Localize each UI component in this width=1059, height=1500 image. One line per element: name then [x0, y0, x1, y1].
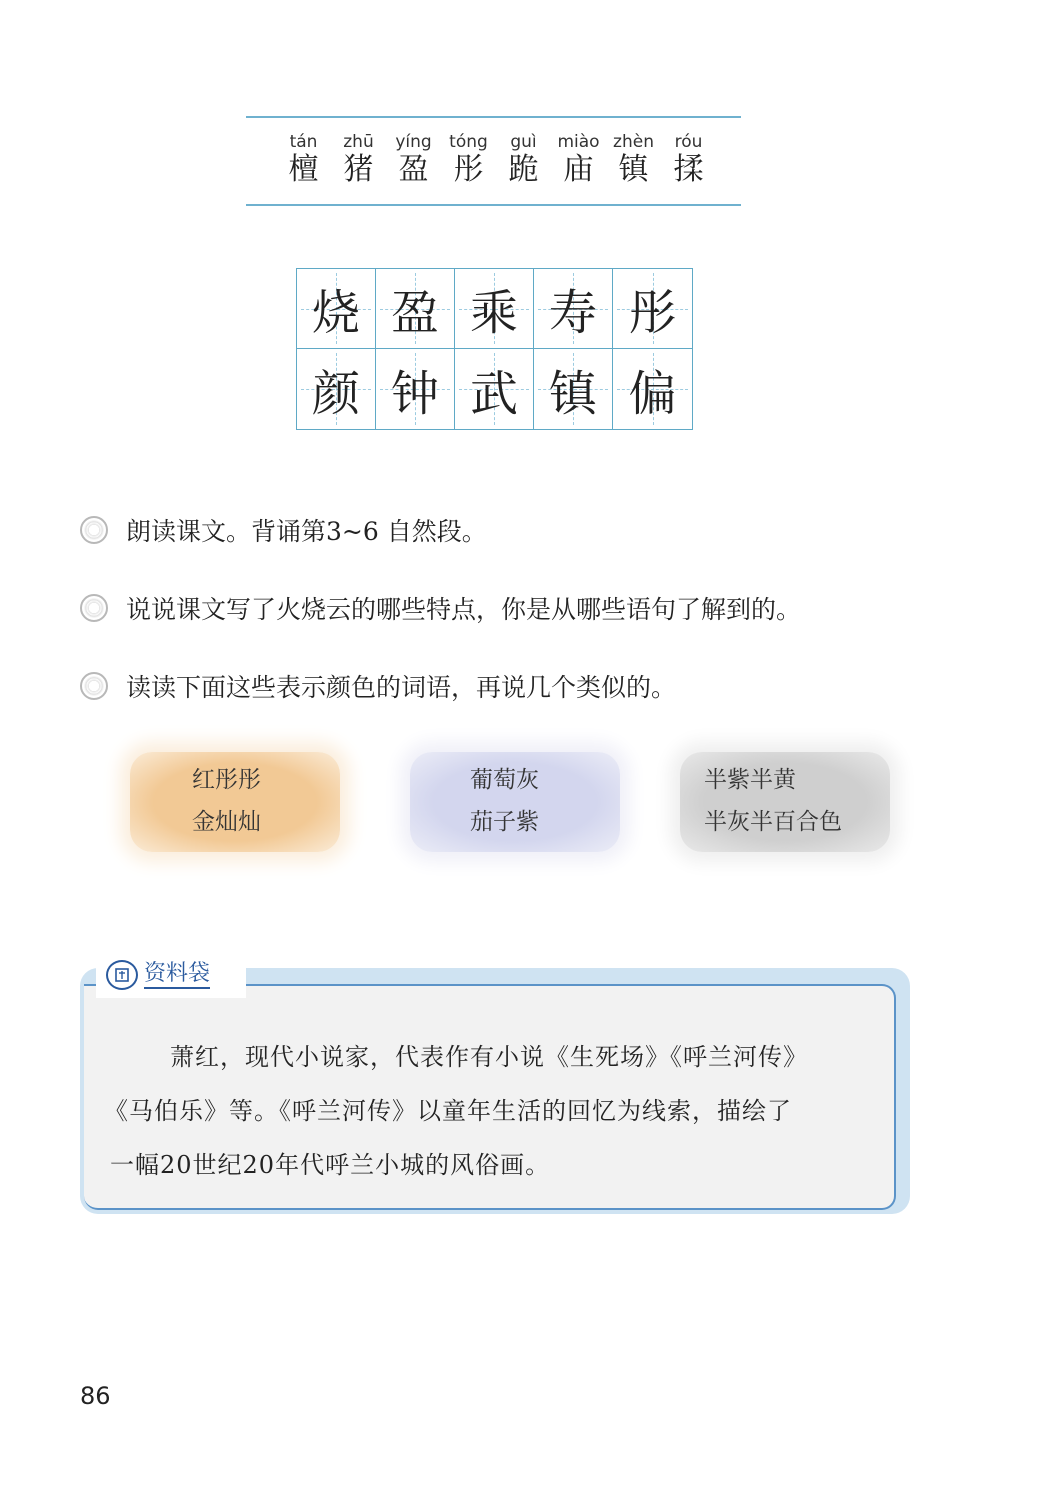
exercise-2: [80, 590, 801, 626]
spiral-icon: [80, 516, 108, 544]
grid-cell: [376, 349, 455, 429]
grid-cell: [613, 349, 692, 429]
pinyin: zhū: [343, 132, 374, 152]
grid-character: 烧: [311, 285, 360, 341]
pinyin: zhèn: [613, 132, 654, 152]
bookmark-icon-glyph: [113, 967, 131, 983]
info-line-2: 《马伯乐》等。《呼兰河传》以童年生活的回忆为线索，描绘了: [104, 1097, 792, 1125]
exercise-text: 朗读课文。背诵第3~6 自然段。: [126, 517, 487, 546]
info-line: [110, 1138, 890, 1192]
character: 庙: [563, 152, 594, 187]
grid-character: 乘: [469, 285, 518, 341]
grid-cell: [455, 349, 534, 429]
vocab-item: [551, 132, 606, 188]
vocab-item: [441, 132, 496, 188]
grid-cell: [297, 269, 376, 349]
grid-character: 武: [469, 365, 518, 422]
info-box-text: [104, 1030, 890, 1192]
character: 盈: [398, 152, 429, 187]
pinyin: miào: [557, 132, 600, 152]
grid-cell: [613, 269, 692, 349]
vocabulary-row: [276, 132, 716, 188]
character: 檀: [288, 152, 319, 187]
character: 彤: [453, 152, 484, 187]
character: 跪: [508, 152, 539, 187]
info-line-1: 萧红，现代小说家，代表作有小说《生死场》《呼兰河传》: [170, 1043, 808, 1071]
grid-cell: [376, 269, 455, 349]
info-line-3: 一幅20世纪20年代呼兰小城的风俗画。: [110, 1151, 551, 1179]
grid-character: 镇: [548, 365, 597, 422]
info-box-title: 资料袋: [144, 961, 210, 989]
spiral-icon: [80, 594, 108, 622]
pinyin: yíng: [395, 132, 432, 152]
grid-character: 颜: [311, 365, 360, 422]
color-card-orange: [130, 752, 340, 852]
page-number: 86: [80, 1382, 111, 1410]
pinyin: tán: [289, 132, 318, 152]
vocabulary-band: [246, 116, 741, 206]
character: 揉: [673, 152, 704, 187]
color-word: 金灿灿: [192, 809, 261, 835]
color-word: 半紫半黄: [704, 767, 796, 793]
bookmark-icon: [106, 960, 138, 990]
info-line: [104, 1084, 890, 1138]
exercise-1: [80, 512, 487, 548]
grid-cell: [534, 269, 613, 349]
pinyin: róu: [674, 132, 703, 152]
info-line: [110, 1030, 890, 1084]
grid-character: 钟: [390, 365, 439, 422]
color-word: 茄子紫: [470, 809, 539, 835]
vocab-item: [496, 132, 551, 188]
grid-cell: [534, 349, 613, 429]
exercise-text: 说说课文写了火烧云的哪些特点，你是从哪些语句了解到的。: [126, 595, 802, 624]
character: 猪: [343, 152, 374, 187]
vocab-item: [661, 132, 716, 188]
spiral-icon: [80, 672, 108, 700]
pinyin: guì: [510, 132, 537, 152]
vocab-item: [276, 132, 331, 188]
grid-character: 彤: [628, 285, 677, 341]
color-word: 葡萄灰: [470, 767, 539, 793]
info-box-tab: [96, 952, 246, 998]
color-word: 红彤彤: [192, 767, 261, 793]
color-card-gray: [680, 752, 890, 852]
color-card-purple: [410, 752, 620, 852]
vocab-item: [331, 132, 386, 188]
exercise-text: 读读下面这些表示颜色的词语，再说几个类似的。: [126, 673, 677, 702]
vocab-item: [386, 132, 441, 188]
vocab-item: [606, 132, 661, 188]
grid-cell: [297, 349, 376, 429]
character: 镇: [618, 152, 649, 187]
pinyin: tóng: [449, 132, 488, 152]
grid-cell: [455, 269, 534, 349]
exercise-3: [80, 668, 676, 704]
grid-character: 盈: [390, 285, 439, 341]
color-word: 半灰半百合色: [704, 809, 842, 835]
grid-character: 偏: [628, 365, 677, 422]
writing-grid: [296, 268, 693, 430]
grid-character: 寿: [548, 285, 597, 341]
